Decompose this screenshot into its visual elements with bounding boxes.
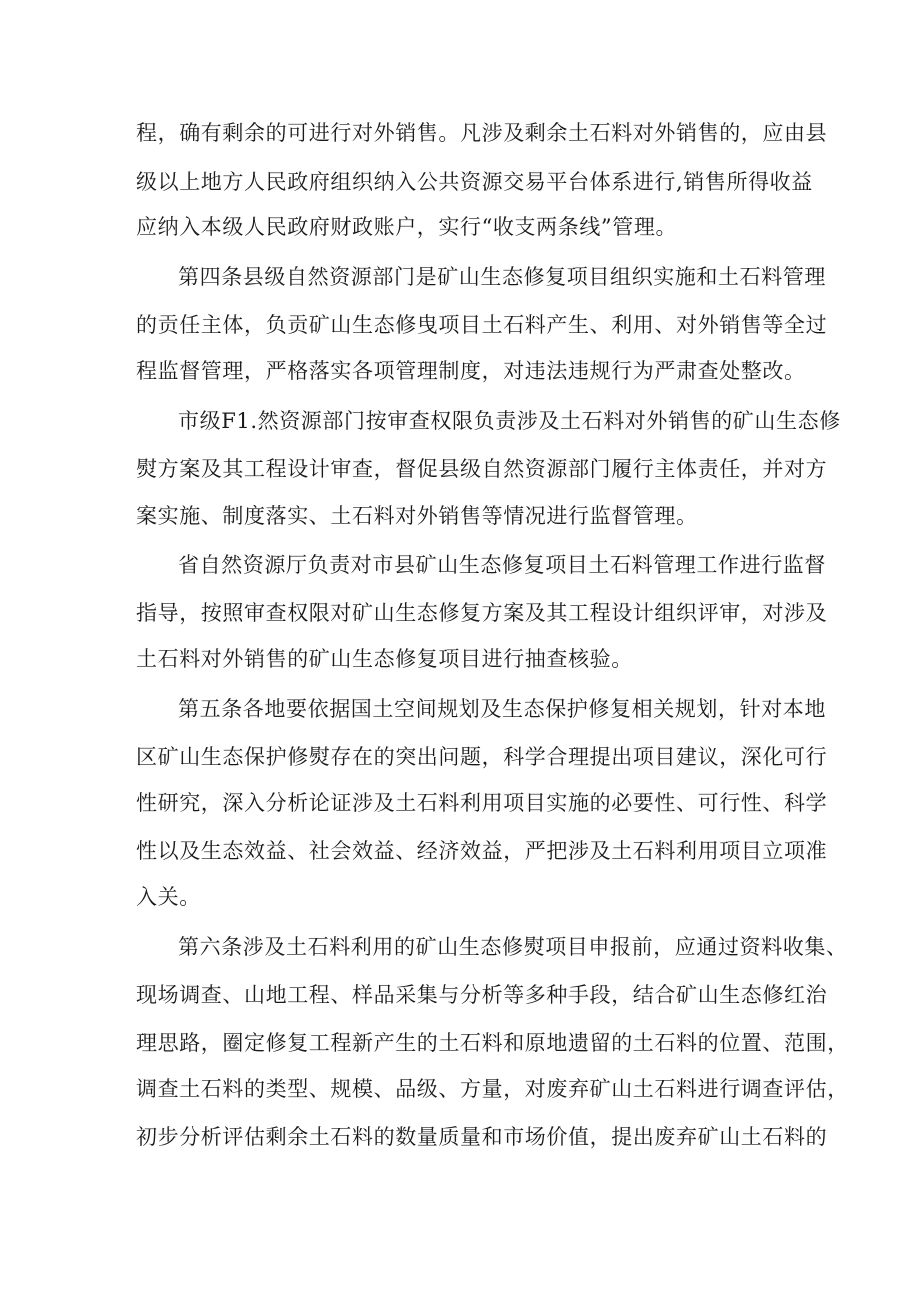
text-line: 入关。 — [136, 885, 201, 909]
text-line: 现场调查、山地工程、样品采集与分析等多种手段，结合矿山生态修红治 — [136, 983, 828, 1007]
text-line: 性以及生态效益、社会效益、经济效益，严把涉及土石料利用项目立项准 — [136, 839, 828, 863]
text-line: 省自然资源厅负责对市县矿山生态修复项目土石料管理工作进行监督 — [178, 553, 826, 577]
text-line: 应纳入本级人民政府财政账户，实行“收支两条线”管理。 — [136, 215, 678, 239]
text-line: 程，确有剩余的可进行对外销售。凡涉及剩余土石料对外销售的，应由县 — [136, 121, 828, 145]
text-line: 程监督管理，严格落实各项管理制度，对违法违规行为严肃查处整改。 — [136, 359, 806, 383]
text-line: 第六条涉及土石料利用的矿山生态修熨项目申报前，应通过资料收集、 — [178, 935, 848, 959]
text-line: 调查土石料的类型、规模、品级、方量，对废弃矿山土石料进行调查评估， — [136, 1077, 849, 1101]
text-line: 理思路，圈定修复工程新产生的土石料和原地遗留的土石料的位置、范围， — [136, 1031, 849, 1055]
text-line: 区矿山生态保护修熨存在的突出问题，科学合理提出项目建议，深化可行 — [136, 745, 828, 769]
text-line: 初步分析评估剩余土石料的数量质量和市场价值，提出废弃矿山土石料的 — [136, 1125, 828, 1149]
text-line: 市级F1.然资源部门按审查权限负责涉及土石料对外销售的矿山生态修 — [178, 409, 841, 433]
text-line: 的贡任主体，负贡矿山生态修曳项目土石料产生、利用、对外销售等全过 — [136, 313, 828, 337]
text-line: 第四条县级自然资源部门是矿山生态修复项目组织实施和土石料管理 — [178, 265, 826, 289]
text-line: 第五条各地要依据国土空间规划及生态保护修复相关规划，针对本地 — [178, 697, 826, 721]
text-line: 指导，按照审查权限对矿山生态修复方案及其工程设计组织评审，对涉及 — [136, 601, 828, 625]
text-line: 土石料对外销售的矿山生态修复项目进行抽查核验。 — [136, 647, 633, 671]
text-line: 级以上地方人民政府组织纳入公共资源交易平台体系进行,销售所得收益 — [136, 170, 813, 194]
text-line: 性研究，深入分析论证涉及土石料利用项目实施的必要性、可行性、科学 — [136, 791, 828, 815]
text-line: 熨方案及其工程设计审查，督促县级自然资源部门履行主体责任，并对方 — [136, 457, 828, 481]
text-line: 案实施、制度落实、土石料对外销售等情况进行监督管理。 — [136, 504, 698, 528]
